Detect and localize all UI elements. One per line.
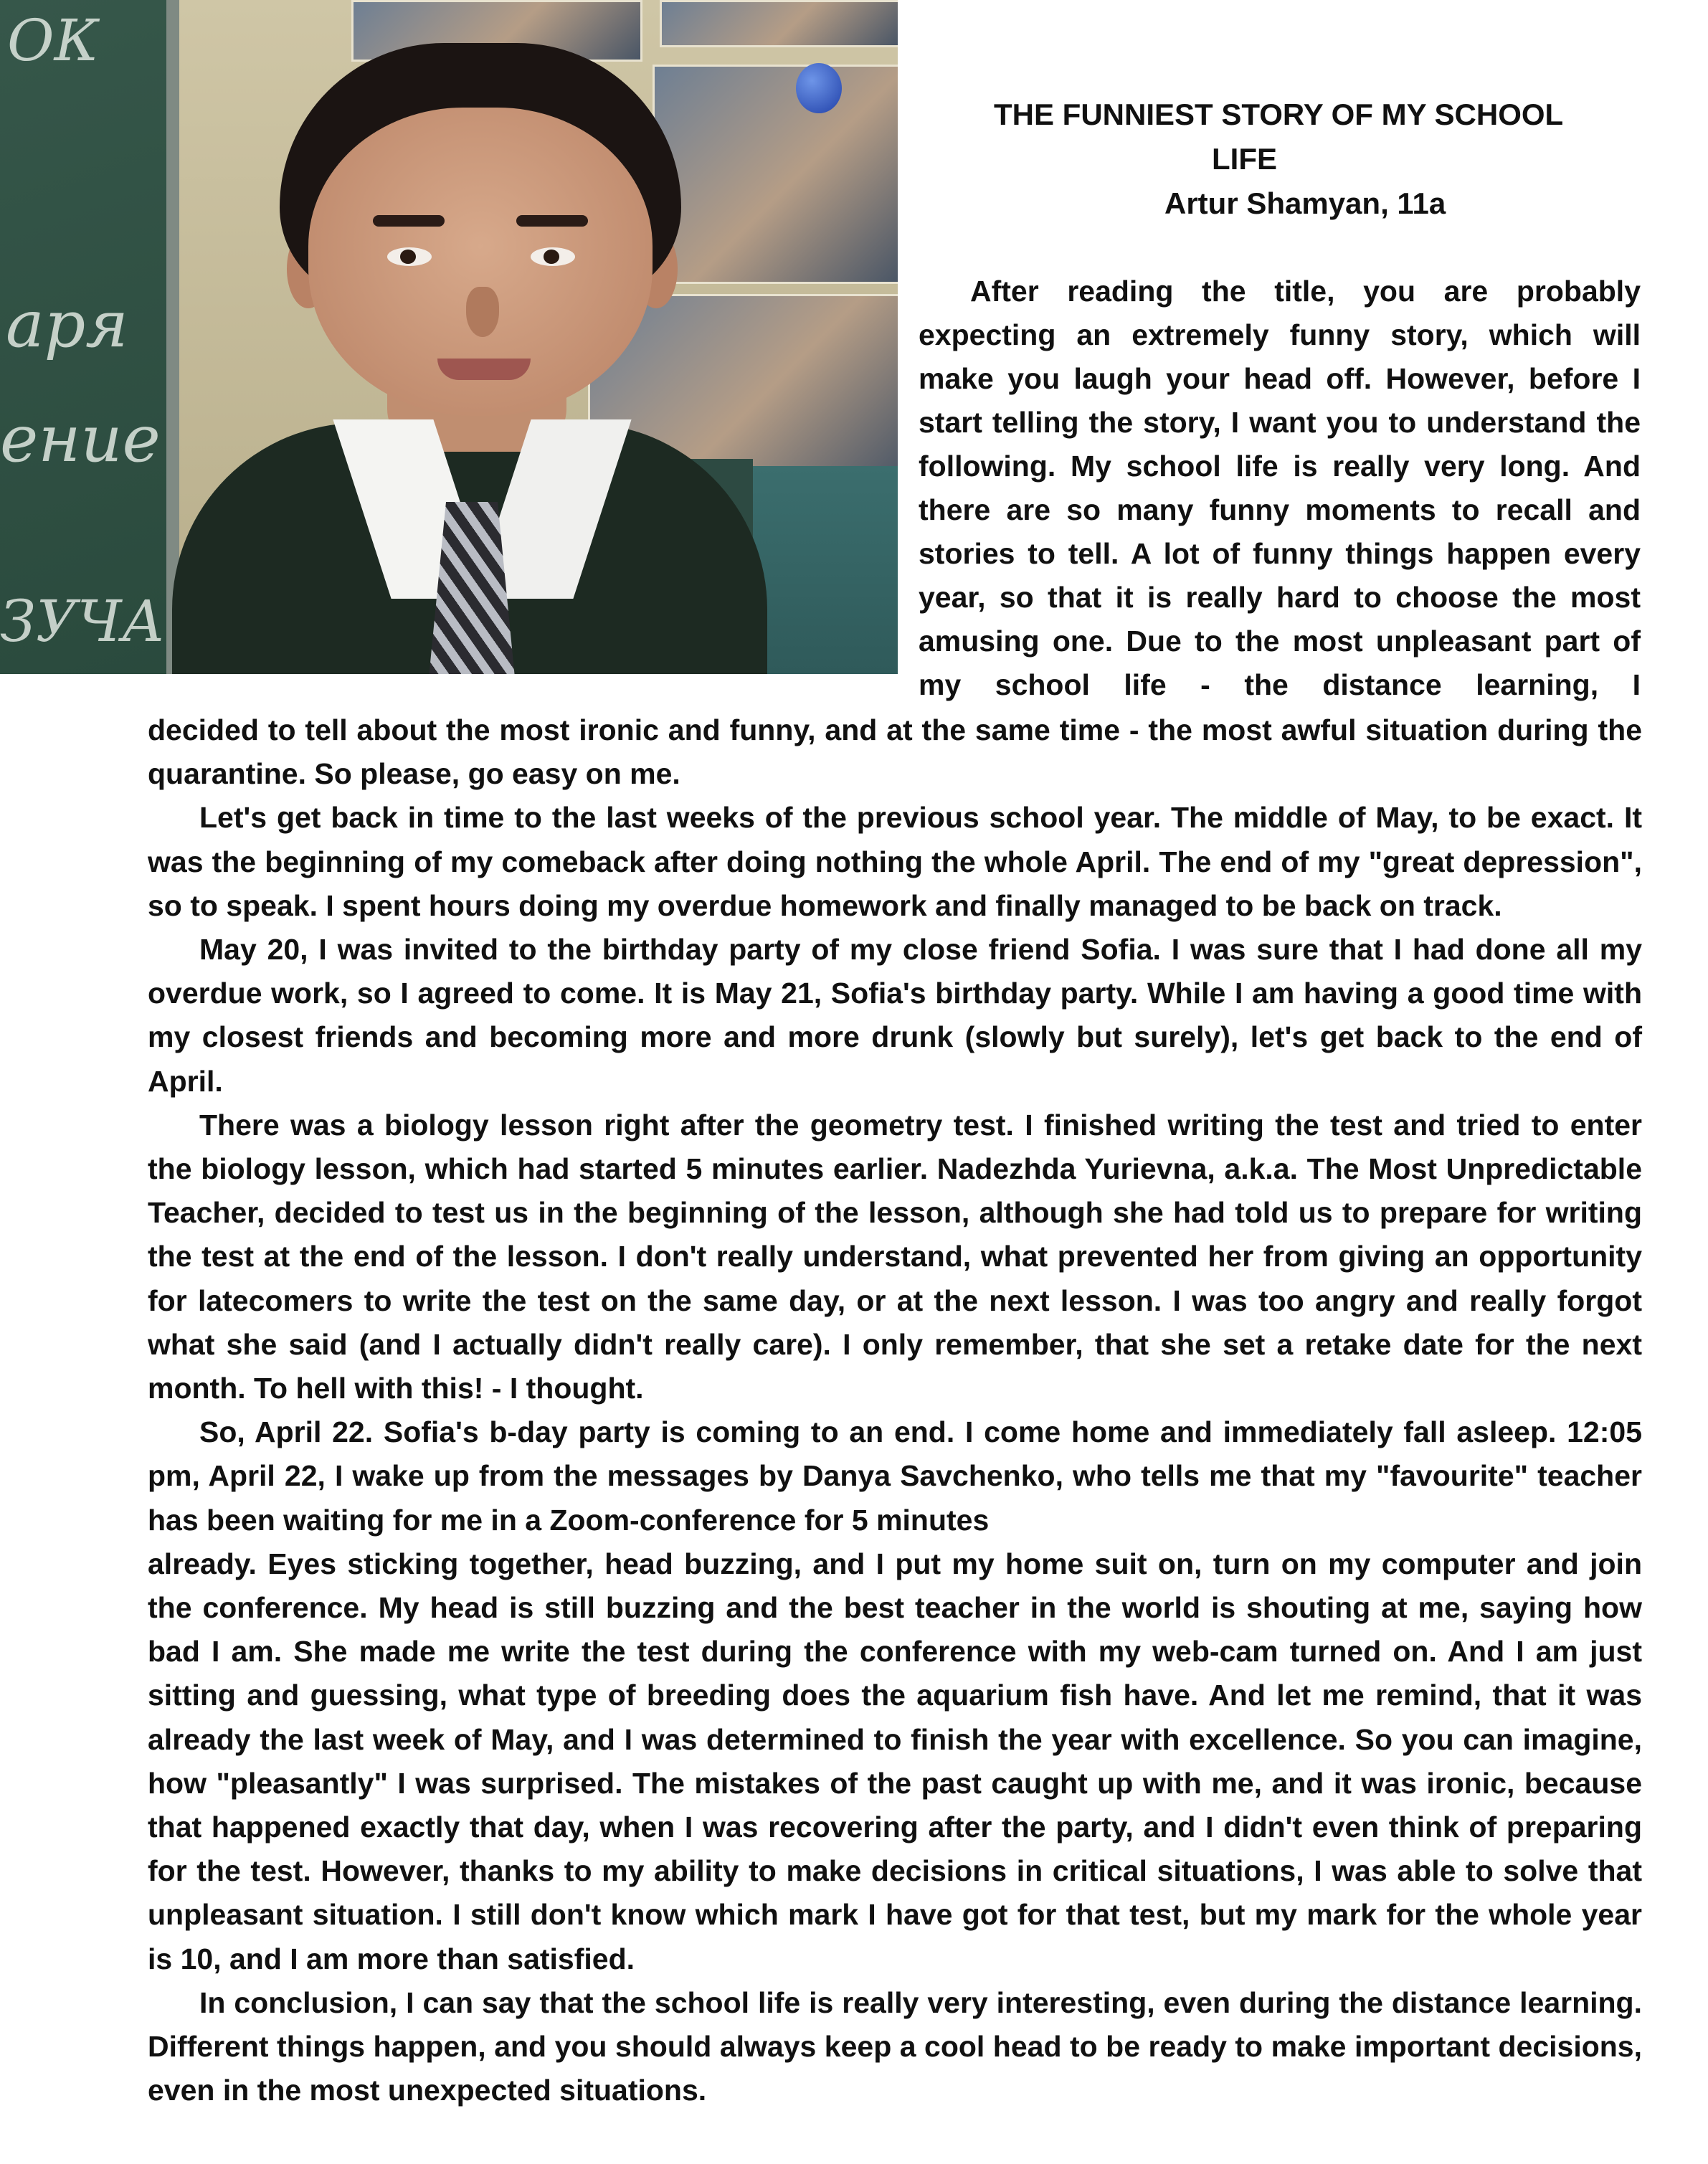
paragraph: There was a biology lesson right after the geometry test. I finished writing the test and tried to enter the biology lesson, which had started 5 minutes earlier. Nadezhda Yurievna, a.k.a. The Most Unpredictable Teacher, decided to test us in the beginning of the lesson, although she had told us to prepare for writing the test at the end of the lesson. I don't really understand, what prevented her from giving an opportunity for latecomers to write the test on the same day, or at the next lesson. I was too angry and really forgot what she said (and I actually didn't really care). I only remember, that she set a retake date for the next month. To hell with this! - I thought. <box>148 1108 1642 1405</box>
poster-photo <box>660 0 898 47</box>
student-photo <box>0 0 898 674</box>
chalk-text: ЗУЧА <box>0 588 166 655</box>
poster-photo <box>653 65 898 284</box>
article-body <box>148 708 1642 2113</box>
paragraph: So, April 22. Sofia's b-day party is coming to an end. I come home and immediately fall asleep. 12:05 pm, April 22, I wake up from the messages by Danya Savchenko, who tells me that my "favourite" teacher has been waiting for me in a Zoom-conference for 5 minutes <box>148 1415 1642 1537</box>
eyebrow <box>516 215 588 227</box>
mouth <box>437 359 531 380</box>
paragraph-intro: After reading the title, you are probably expecting an extremely funny story, which will make you laugh your head off. However, before I start telling the story, I want you to understand the following. My school life is really very long. And there are so many funny moments to recall and stories to tell. A lot of funny things happen every year, so that it is really hard to choose the most amusing one. Due to the most unpleasant part of my school life - the distance learning, I <box>919 275 1641 701</box>
wall-panel <box>746 466 898 674</box>
eye <box>387 247 432 266</box>
author-byline: Artur Shamyan, 11a <box>1164 186 1446 220</box>
paragraph-conclusion: In conclusion, I can say that the school life is really very interesting, even during the distance learning. Different things happen, and you should always keep a cool head to be ready to make important decisions, even in the most unexpected situations. <box>148 1985 1642 2107</box>
paragraph-intro-continued: decided to tell about the most ironic and funny, and at the same time - the most awful situation during the quarantine. So please, go easy on me. <box>148 713 1642 791</box>
page-title-continued: LIFE <box>1212 142 1277 176</box>
chalk-text: аря <box>6 287 128 362</box>
paragraph: Let's get back in time to the last weeks of the previous school year. The middle of May, to be exact. It was the beginning of my comeback after doing nothing the whole April. The end of my "great depression", so to speak. I spent hours doing my overdue homework and finally managed to be back on track. <box>148 801 1642 922</box>
nose <box>466 287 499 337</box>
paragraph: May 20, I was invited to the birthday party of my close friend Sofia. I was sure that I had done all my overdue work, so I agreed to come. It is May 21, Sofia's birthday party. While I am having a good time with my closest friends and becoming more and more drunk (slowly but surely), let's get back to the end of April. <box>148 933 1642 1098</box>
eyebrow <box>373 215 445 227</box>
paragraph: already. Eyes sticking together, head buzzing, and I put my home suit on, turn on my computer and join the conference. My head is still buzzing and the best teacher in the world is shouting at me, saying how bad I am. She made me write the test during the conference with my web-cam turned on. And I am just sitting and guessing, what type of breeding does the aquarium fish have. And let me remind, that it was already the last week of May, and I was determined to finish the year with excellence. So you can imagine, how "pleasantly" I was surprised. The mistakes of the past caught up with me, and it was ironic, because that happened exactly that day, when I was recovering after the party, and I didn't even think of preparing for the test. However, thanks to my ability to make decisions in critical situations, I was able to solve that unpleasant situation. I still don't know which mark I have got for that test, but my mark for the whole year is 10, and I am more than satisfied. <box>148 1547 1642 1975</box>
page-title: THE FUNNIEST STORY OF MY SCHOOL <box>994 98 1564 131</box>
balloon <box>796 63 842 113</box>
eye <box>531 247 575 266</box>
chalk-text: ОК <box>7 7 99 74</box>
chalk-text: ение <box>0 402 161 477</box>
